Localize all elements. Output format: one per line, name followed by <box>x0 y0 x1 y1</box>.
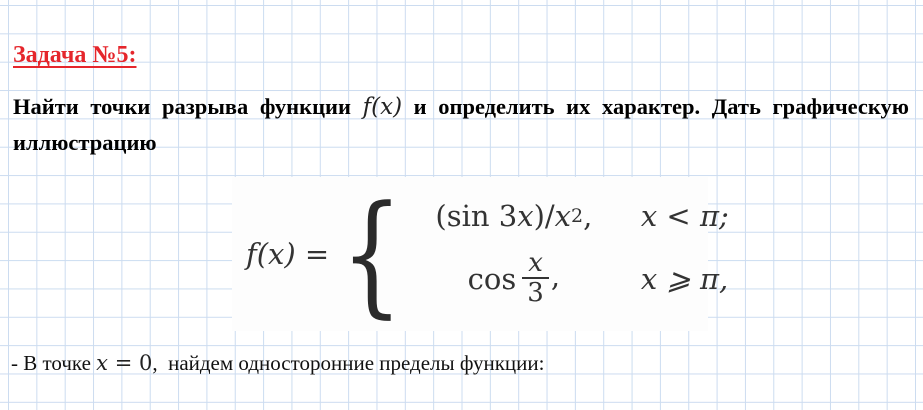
fraction-denominator: 3 <box>522 277 549 309</box>
case-row-1 <box>415 199 729 233</box>
case1-comma: , <box>583 198 593 233</box>
case1-var2: x <box>554 198 572 233</box>
note-text-after: , найдем односторонние пределы функции: <box>152 351 545 375</box>
case2-condition: x ⩾ π, <box>640 261 729 296</box>
case2-comma: , <box>550 259 561 294</box>
note-text-before: - В точке <box>11 351 97 375</box>
task-text-after-math: и определить их характер. Дать графическую <box>402 94 909 119</box>
case2-fraction <box>522 249 549 309</box>
case1-pre: (sin 3 <box>435 198 518 233</box>
task-statement-line1 <box>13 89 909 125</box>
case2-expression <box>415 249 613 309</box>
task-heading: Задача №5: <box>13 42 137 68</box>
case-row-2 <box>415 249 729 309</box>
case2-function-name: cos <box>467 261 517 296</box>
note-math-equals-zero: = 0 <box>108 351 153 375</box>
fraction-numerator: x <box>528 247 543 278</box>
solution-step-text <box>11 349 544 377</box>
note-math-x: x <box>96 351 109 375</box>
equation-lhs: f(x) = <box>246 237 330 271</box>
task-statement <box>13 89 909 160</box>
case1-condition: x < π; <box>640 198 729 233</box>
case1-var1: x <box>517 198 534 233</box>
inline-math-fx: f(x) <box>362 94 403 120</box>
task-statement-line2: иллюстрацию <box>13 130 157 155</box>
case1-mid: )/ <box>533 198 555 233</box>
piecewise-function-equation: f(x) = { (sin 3 x )/ x 2 , x < π; cos $\frac{x}{3}$ , x ⩾ π, <box>232 177 708 331</box>
case1-expression: (sin 3 x )/ x 2 , <box>435 198 593 233</box>
task-text-before-math: Найти точки разрыва функции <box>13 94 363 119</box>
equation-cases <box>415 199 729 309</box>
